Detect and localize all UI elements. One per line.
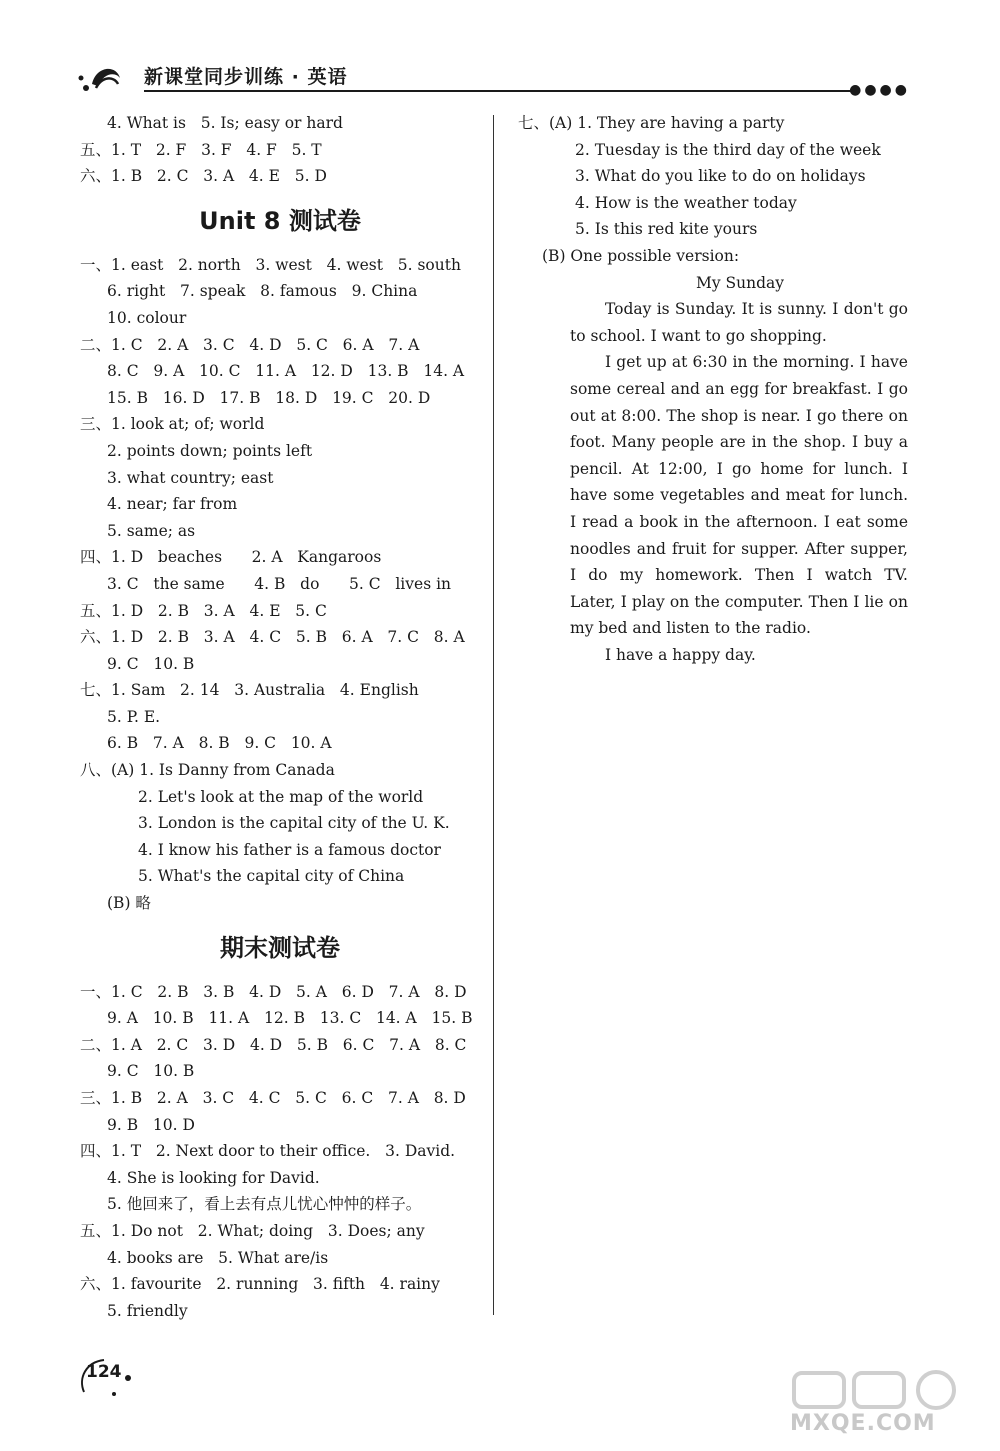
answer-line: 一、1. east 2. north 3. west 4. west 5. south [80, 255, 461, 274]
answer-line: 9. C 10. B [107, 1062, 195, 1081]
answer-line: 6. right 7. speak 8. famous 9. China [107, 282, 418, 301]
answer-line: (B) 略 [107, 894, 151, 913]
page-number-badge [78, 1358, 138, 1398]
book-logo-icon [74, 58, 126, 98]
answer-line: 三、1. B 2. A 3. C 4. C 5. C 6. C 7. A 8. D [80, 1089, 466, 1107]
answer-line: 3. what country; east [107, 468, 274, 487]
answer-line: 15. B 16. D 17. B 18. D 19. C 20. D [107, 388, 431, 407]
essay-paragraph: I have a happy day. [605, 645, 756, 664]
answer-line: 2. Tuesday is the third day of the week [575, 140, 881, 159]
answer-line: 5. friendly [107, 1301, 188, 1320]
answer-line: 二、1. A 2. C 3. D 4. D 5. B 6. C 7. A 8. C [80, 1035, 467, 1054]
answer-line: 8. C 9. A 10. C 11. A 12. D 13. B 14. A [107, 362, 465, 381]
answer-line: 五、1. T 2. F 3. F 4. F 5. T [80, 140, 322, 159]
header-rule [144, 90, 856, 92]
answer-line: 5. Is this red kite yours [575, 220, 758, 239]
answer-line: 4. I know his father is a famous doctor [138, 840, 441, 859]
essay-paragraph: I get up at 6:30 in the morning. I have some cereal and an egg for breakfast. I go out at 8:00. The shop is near. I go there on foot. Many people are in the shop. I buy a pencil. At 12:00, I go home for lunch. I have some vegetables and meat for lunch. I read a book in the afternoon. I eat some noodles and fruit for supper. After supper, I do my homework. Then I watch TV. Later, I play on the computer. Then I lie on my bed and listen to the radio. [570, 353, 908, 638]
header-title: 新课堂同步训练 · 英语 [144, 66, 348, 88]
answer-line: 二、1. C 2. A 3. C 4. D 5. C 6. A 7. A [80, 335, 420, 354]
answer-line: 五、1. D 2. B 3. A 4. E 5. C [80, 601, 327, 620]
answer-line: 5. same; as [107, 521, 196, 540]
right-column [518, 110, 918, 668]
answer-line: 2. Let's look at the map of the world [138, 787, 424, 806]
answer-line: (B) One possible version: [542, 246, 740, 265]
answer-line: 四、1. T 2. Next door to their office. 3. David. [80, 1142, 456, 1161]
answer-line: 六、1. D 2. B 3. A 4. C 5. B 6. A 7. C 8. A [80, 628, 465, 647]
answer-line: 七、1. Sam 2. 14 3. Australia 4. English [80, 681, 419, 700]
essay-title: My Sunday [695, 273, 785, 292]
answer-line: 9. C 10. B [107, 654, 195, 673]
answer-line: 5. P. E. [107, 707, 161, 726]
answer-line: 3. What do you like to do on holidays [575, 167, 866, 186]
essay-paragraph: Today is Sunday. It is sunny. I don't go to school. I want to go shopping. [570, 300, 908, 345]
answer-line: 3. C the same 4. B do 5. C lives in [107, 574, 452, 593]
answer-line: 七、(A) 1. They are having a party [518, 114, 785, 132]
answer-line: 3. London is the capital city of the U. K. [138, 814, 450, 833]
watermark-site: MXQE.COM [790, 1411, 936, 1436]
answer-line: 一、1. C 2. B 3. B 4. D 5. A 6. D 7. A 8. D [80, 982, 467, 1001]
unit8-title: Unit 8 测试卷 [199, 206, 361, 235]
left-column [80, 110, 480, 1324]
answer-line: 5. 他回来了，看上去有点儿忧心忡忡的样子。 [107, 1195, 422, 1214]
header-dots: ●●●● [849, 82, 910, 98]
answer-line: 三、1. look at; of; world [80, 415, 265, 434]
answer-line: 4. How is the weather today [575, 193, 797, 212]
answer-line: 八、(A) 1. Is Danny from Canada [80, 761, 335, 780]
page-header [60, 50, 920, 100]
column-divider [493, 115, 494, 1315]
answer-line: 4. near; far from [107, 495, 238, 514]
answer-line: 六、1. favourite 2. running 3. fifth 4. rainy [80, 1275, 440, 1294]
answer-line: 2. points down; points left [107, 441, 313, 460]
final-test-title: 期末测试卷 [220, 933, 340, 962]
page-number: 124 [86, 1362, 122, 1382]
watermark-logo-icon [790, 1367, 970, 1411]
answer-line: 6. B 7. A 8. B 9. C 10. A [107, 734, 332, 753]
answer-line: 4. books are 5. What are/is [107, 1248, 329, 1267]
answer-line: 五、1. Do not 2. What; doing 3. Does; any [80, 1221, 425, 1240]
answer-line: 10. colour [107, 308, 187, 327]
answer-line: 四、1. D beaches 2. A Kangaroos [80, 548, 382, 567]
answer-line: 5. What's the capital city of China [138, 867, 405, 886]
answer-line: 4. She is looking for David. [107, 1168, 320, 1187]
answer-line: 六、1. B 2. C 3. A 4. E 5. D [80, 167, 327, 186]
answer-line: 4. What is 5. Is; easy or hard [107, 114, 343, 132]
answer-line: 9. A 10. B 11. A 12. B 13. C 14. A 15. B [107, 1009, 473, 1028]
answer-line: 9. B 10. D [107, 1115, 195, 1134]
watermark [790, 1367, 970, 1437]
